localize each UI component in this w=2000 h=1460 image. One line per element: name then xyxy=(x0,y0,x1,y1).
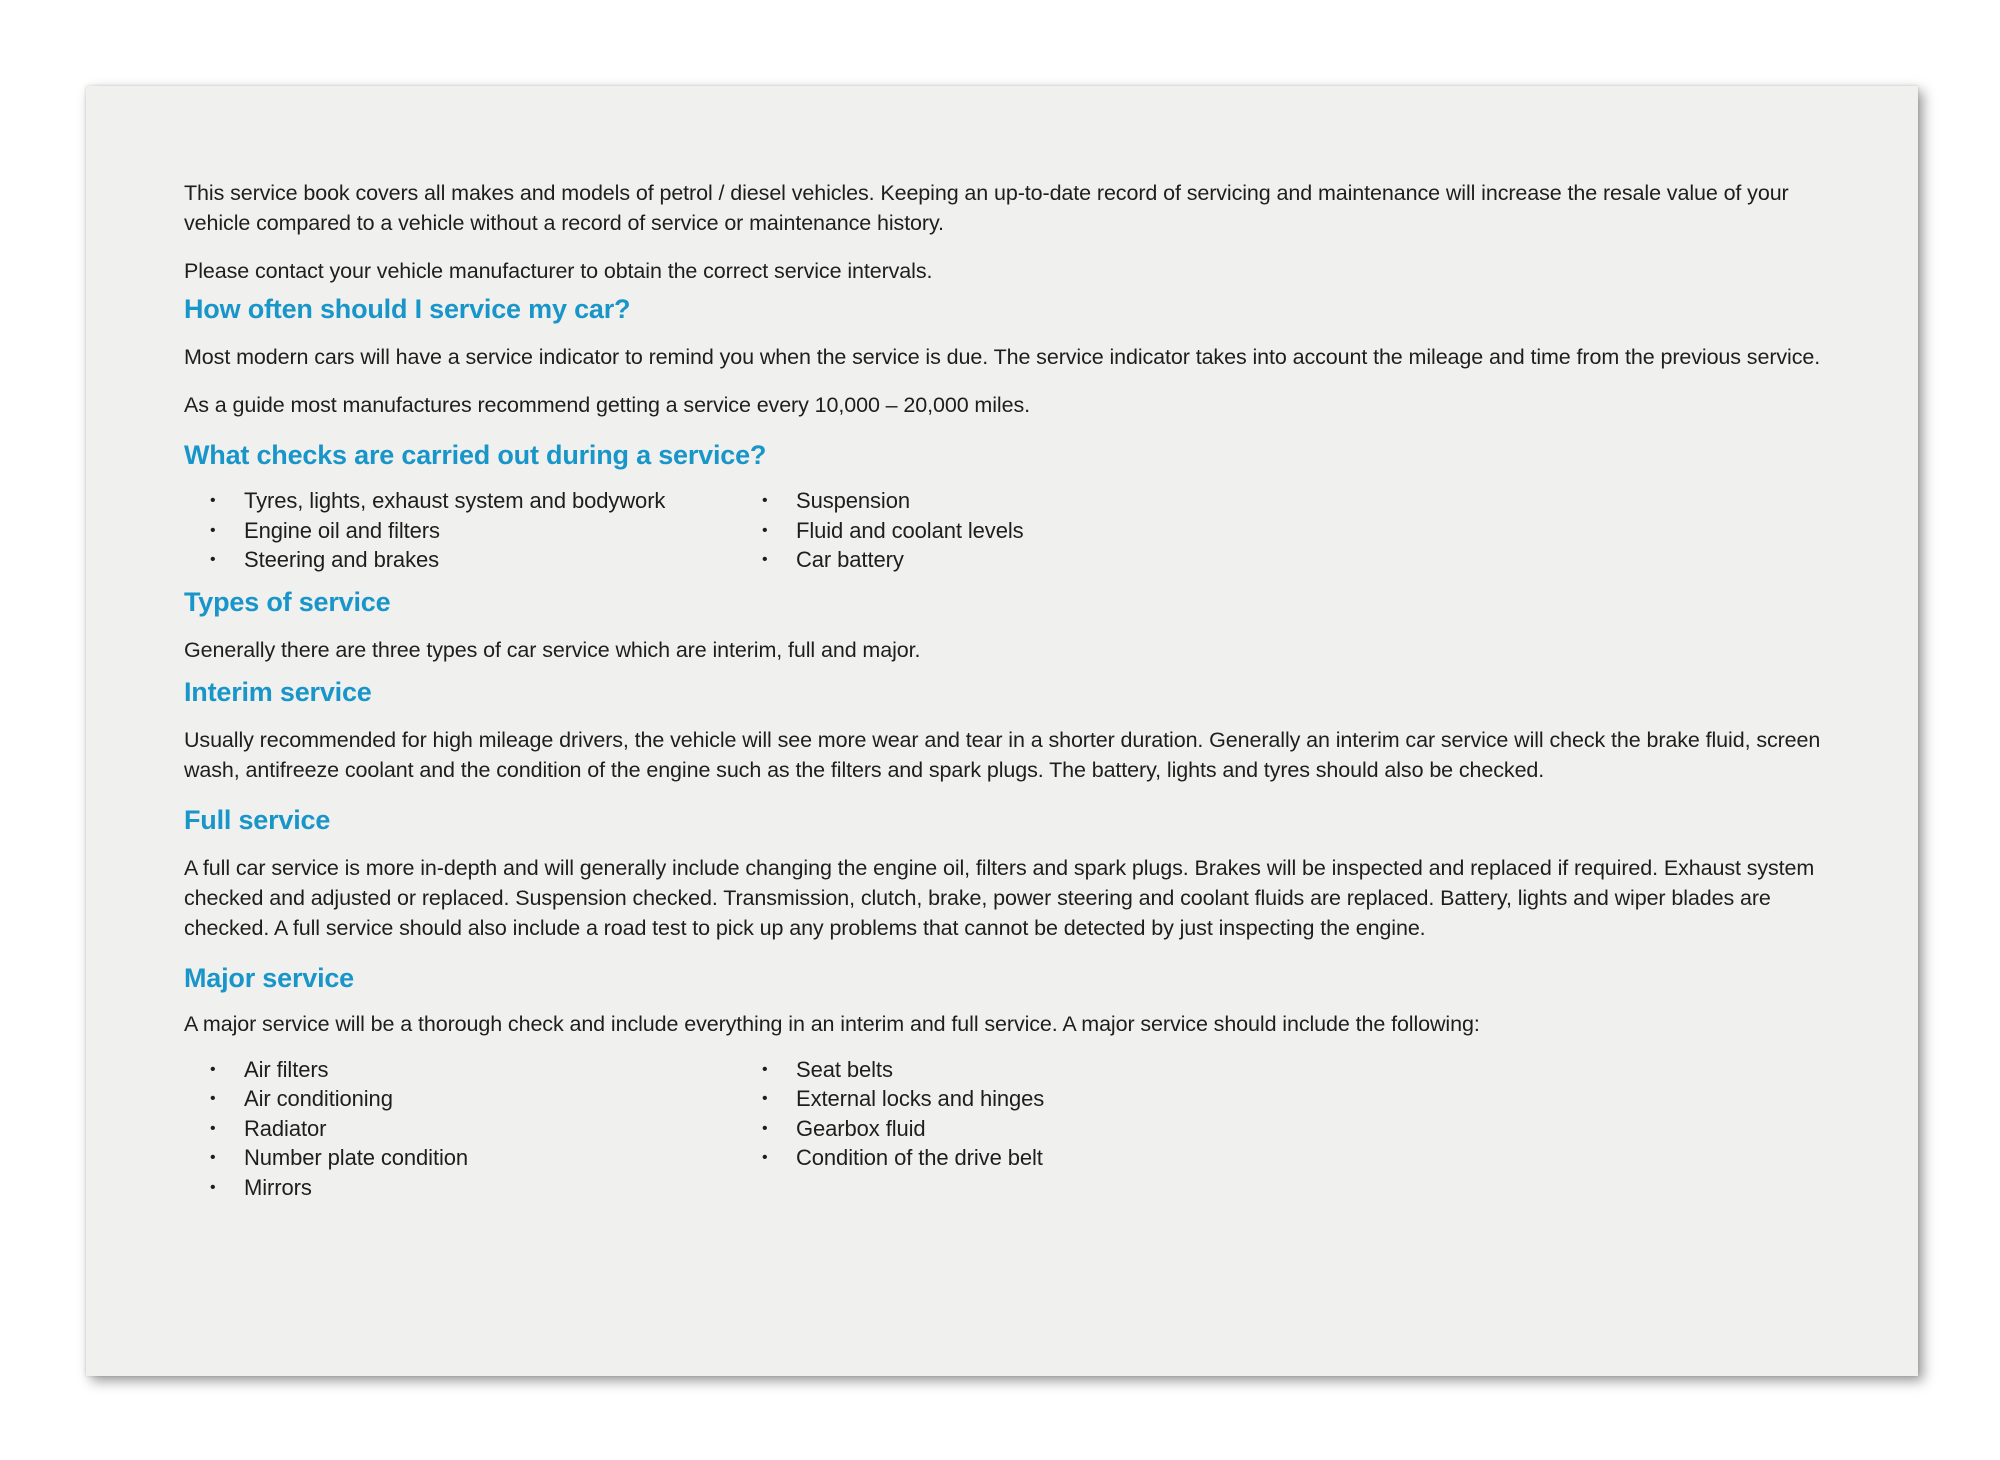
list-item-text: Seat belts xyxy=(796,1056,893,1082)
bullet-icon: • xyxy=(762,551,768,568)
checks-list xyxy=(184,486,1844,575)
list-item xyxy=(184,1173,736,1203)
heading-types: Types of service xyxy=(184,586,391,617)
major-list-right xyxy=(736,1055,1044,1203)
bullet-icon: • xyxy=(210,1149,216,1166)
list-item xyxy=(736,1084,1044,1114)
list-item xyxy=(184,1114,736,1144)
list-item-text: External locks and hinges xyxy=(796,1086,1045,1111)
heading-interim: Interim service xyxy=(184,676,372,707)
bullet-icon: • xyxy=(210,1119,216,1137)
intro-note: Please contact your vehicle manufacturer to obtain the correct service intervals. xyxy=(184,259,933,283)
list-item-text: Radiator xyxy=(244,1115,327,1141)
list-item xyxy=(736,545,1024,575)
list-item-text: Gearbox fluid xyxy=(796,1115,926,1141)
list-item xyxy=(184,1055,736,1085)
bullet-icon: • xyxy=(210,1060,216,1078)
bullet-icon: • xyxy=(762,521,768,539)
list-item-text: Engine oil and filters xyxy=(244,517,440,543)
list-item-text: Number plate condition xyxy=(244,1145,469,1170)
list-item xyxy=(184,545,736,575)
heading-full: Full service xyxy=(184,804,331,835)
list-item-text: Car battery xyxy=(796,547,904,572)
bullet-icon: • xyxy=(210,492,216,509)
heading-checks: What checks are carried out during a service? xyxy=(184,440,767,470)
list-item xyxy=(736,1143,1044,1173)
list-item xyxy=(184,1084,736,1114)
heading-major: Major service xyxy=(184,962,354,993)
types-paragraph: Generally there are three types of car service which are interim, full and major. xyxy=(184,637,921,662)
list-item-text: Condition of the drive belt xyxy=(796,1145,1043,1170)
full-paragraph: A full car service is more in-depth and will generally include changing the engine oil, filters and spark plugs. Brakes will be inspected and replaced if required. Exhaust system checked and adjusted or replaced. Suspension checked. Transmission, clutch, brake, power steering and coolant fluids are replaced. Battery, lights and wiper blades are checked. A full service should also include a road test to pick up any problems that cannot be detected by just inspecting the engine. xyxy=(184,855,1815,940)
list-item xyxy=(184,486,736,516)
bullet-icon: • xyxy=(210,1178,216,1196)
major-list xyxy=(184,1055,1844,1203)
bullet-icon: • xyxy=(762,492,768,509)
list-item-text: Steering and brakes xyxy=(244,547,440,572)
bullet-icon: • xyxy=(762,1119,768,1137)
bullet-icon: • xyxy=(210,521,216,539)
list-item xyxy=(736,1055,1044,1085)
document-content xyxy=(184,178,1844,1202)
bullet-icon: • xyxy=(210,1090,216,1107)
list-item xyxy=(184,1143,736,1173)
bullet-icon: • xyxy=(762,1090,768,1107)
heading-how-often: How often should I service my car? xyxy=(184,294,631,324)
list-item-text: Mirrors xyxy=(244,1174,312,1200)
list-item xyxy=(736,516,1024,546)
how-often-guide: As a guide most manufactures recommend getting a service every 10,000 – 20,000 miles. xyxy=(184,393,1030,417)
list-item xyxy=(736,486,1024,516)
bullet-icon: • xyxy=(210,551,216,568)
checks-list-right xyxy=(736,486,1024,575)
interim-paragraph: Usually recommended for high mileage drivers, the vehicle will see more wear and tear in a shorter duration. Generally an interim car service will check the brake fluid, screen wash, antifreeze coolant and the condition of the engine such as the filters and spark plugs. The battery, lights and tyres should also be checked. xyxy=(184,727,1821,782)
list-item-text: Tyres, lights, exhaust system and bodywork xyxy=(244,488,666,513)
checks-list-left xyxy=(184,486,736,575)
list-item-text: Suspension xyxy=(796,488,910,513)
major-list-left xyxy=(184,1055,736,1203)
list-item xyxy=(736,1114,1044,1144)
list-item-text: Fluid and coolant levels xyxy=(796,517,1024,543)
list-item-text: Air conditioning xyxy=(244,1086,393,1111)
list-item xyxy=(184,516,736,546)
document-page xyxy=(86,86,1918,1376)
bullet-icon: • xyxy=(762,1149,768,1166)
list-item-text: Air filters xyxy=(244,1056,329,1082)
how-often-paragraph: Most modern cars will have a service indicator to remind you when the service is due. The service indicator takes into account the mileage and time from the previous service. xyxy=(184,345,1821,369)
bullet-icon: • xyxy=(762,1060,768,1078)
major-paragraph: A major service will be a thorough check and include everything in an interim and full service. A major service should include the following: xyxy=(184,1011,1480,1036)
intro-paragraph: This service book covers all makes and models of petrol / diesel vehicles. Keeping an up-to-date record of servicing and maintenance will increase the resale value of your vehicle compared to a vehicle without a record of service or maintenance history. xyxy=(184,181,1789,235)
